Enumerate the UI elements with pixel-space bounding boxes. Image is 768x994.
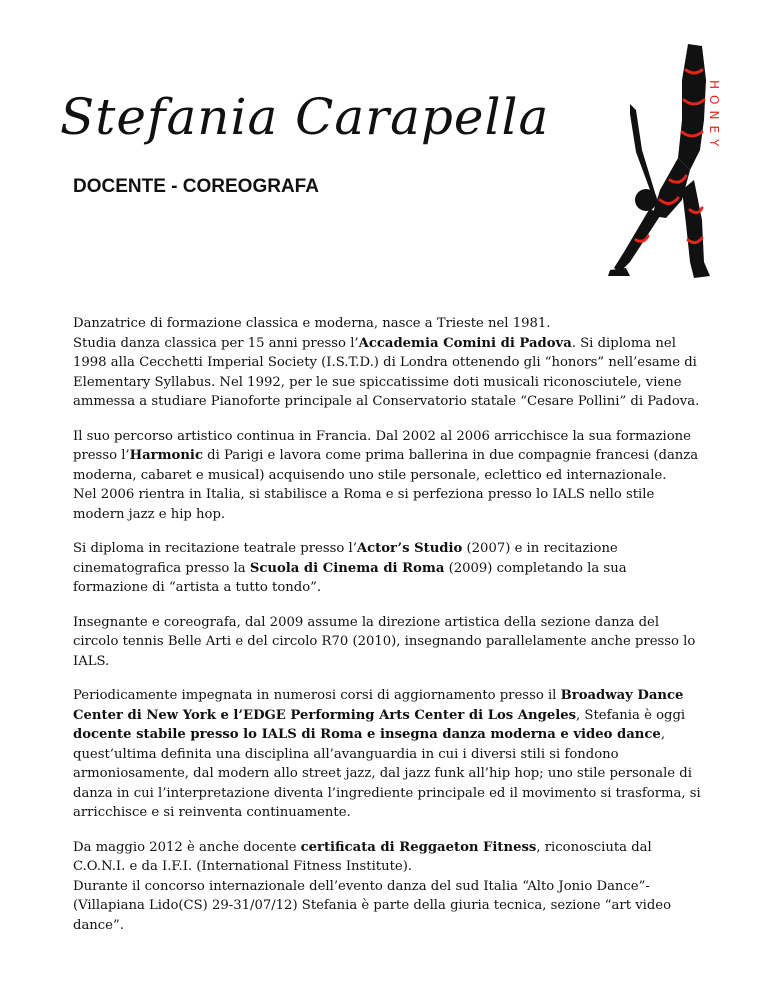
logo-text: HONEY xyxy=(707,80,721,153)
bio-highlight: certificata di Reggaeton Fitness xyxy=(300,839,537,855)
bio-text: (2007) e in recitazione cinematografica presso la xyxy=(73,541,618,576)
bio-text: Durante il concorso internazionale dell’evento danza del sud Italia “Alto Jonio Dance”- (Villapiana Lido(CS) 29-31/07/12) Stefania è parte della giuria tecnica, sezione “art video dance”. xyxy=(73,878,672,933)
bio-text: Studia danza classica per 15 anni presso l’ xyxy=(73,335,359,351)
bio-text: Il suo percorso artistico continua in Francia. Dal 2002 al 2006 arricchisce la sua formazione presso l’ xyxy=(73,428,691,463)
bio-text: Insegnante e coreografa, dal 2009 assume la direzione artistica della sezione danza del circolo tennis Belle Arti e del circolo R70 (2010), insegnando parallelamente anche presso lo IALS. xyxy=(73,614,696,669)
bio-highlight: Actor’s Studio xyxy=(356,541,463,556)
bio-text: Nel 2006 rientra in Italia, si stabilisce a Roma e si perfeziona presso lo IALS nello stile modern jazz e hip hop. xyxy=(73,487,655,522)
bio-highlight: Broadway Dance Center di New York e l’EDGE Performing Arts Center di Los Angeles xyxy=(73,688,684,723)
bio-paragraph-6 xyxy=(73,838,703,936)
bio-highlight: Scuola di Cinema di Roma xyxy=(249,560,445,576)
biography xyxy=(73,314,703,950)
bio-paragraph-2 xyxy=(73,427,703,525)
bio-text: . Si diploma nel 1998 alla Cecchetti Imperial Society (I.S.T.D.) di Londra ottenendo gli “honors” nell’esame di Elementary Syllabus. Nel 1992, per le sue spiccatissime doti musicali riconosciutele, viene ammessa a studiare Pianoforte principale al Conservatorio statale “Cesare Pollini” di Padova. xyxy=(73,335,700,409)
bio-text: Periodicamente impegnata in numerosi corsi di aggiornamento presso il xyxy=(73,688,561,703)
bio-text: , Stefania è oggi xyxy=(576,707,686,723)
bio-text: , quest’ultima definita una disciplina all’avanguardia in cui i diversi stili si fondono armoniosamente, dal modern allo street jazz, dal jazz funk all’hip hop; uno stile personale di danza in cui l’interpretazione diventa l’ingrediente principale ed il movimento si trasforma, si arricchisce e si reinventa continuamente. xyxy=(73,727,701,820)
bio-highlight: Accademia Comini di Padova xyxy=(358,335,572,351)
bio-text: , riconosciuta dal C.O.N.I. e da I.F.I. (International Fitness Institute). xyxy=(73,839,652,874)
bio-paragraph-4 xyxy=(73,613,703,672)
bio-text: Da maggio 2012 è anche docente xyxy=(73,839,301,855)
bio-paragraph-5 xyxy=(73,686,703,823)
bio-highlight: docente stabile presso lo IALS di Roma e insegna danza moderna e video dance xyxy=(73,727,661,742)
role-subtitle: DOCENTE - COREOGRAFA xyxy=(73,176,319,197)
bio-text: (2009) completando la sua formazione di “artista a tutto tondo”. xyxy=(73,560,627,595)
bio-highlight: Harmonic xyxy=(129,448,203,463)
bio-text: di Parigi e lavora come prima ballerina in due compagnie francesi (danza moderna, cabaret e musical) acquisendo uno stile personale, eclettico ed internazionale. xyxy=(73,448,699,483)
bio-text: Si diploma in recitazione teatrale presso l’ xyxy=(73,541,357,556)
bio-text: Danzatrice di formazione classica e moderna, nasce a Trieste nel 1981. xyxy=(73,316,551,331)
bio-paragraph-1 xyxy=(73,314,703,412)
page-title: Stefania Carapella xyxy=(60,88,550,146)
bio-paragraph-3 xyxy=(73,539,703,598)
dancer-logo xyxy=(590,40,730,290)
